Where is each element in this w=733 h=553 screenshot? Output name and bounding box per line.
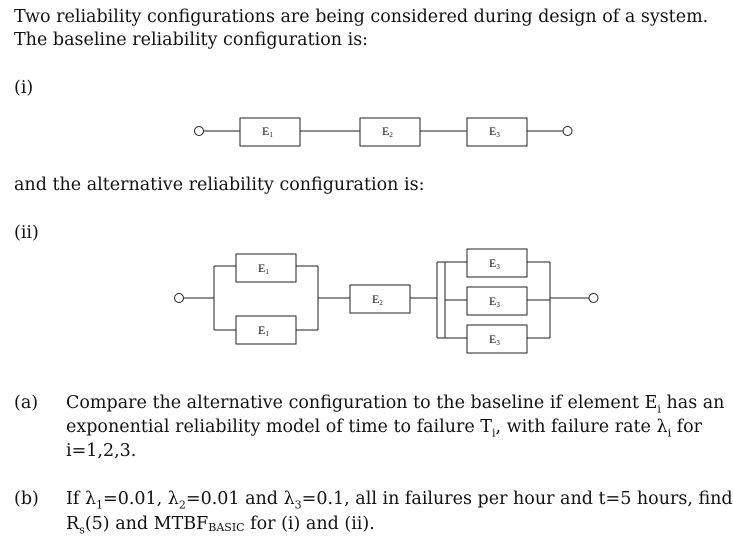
intro-line-1: Two reliability configurations are being considered during design of a system. — [14, 7, 709, 27]
input-terminal — [195, 127, 204, 136]
block-label: E3 — [489, 124, 500, 139]
block-label: E1 — [258, 323, 269, 338]
intro-line-2: The baseline reliability configuration is: — [14, 30, 369, 50]
question-a-line-2: exponential reliability model of time to failure $T_i$, with failure rate $\lambda_i$ for — [66, 417, 703, 440]
block-label: E2 — [372, 292, 383, 307]
output-terminal — [563, 127, 572, 136]
output-terminal — [589, 294, 598, 303]
block-label: E3 — [489, 294, 500, 309]
block-label: E1 — [262, 124, 273, 139]
block-label: E1 — [258, 261, 269, 276]
mixed-diagram-ii — [175, 249, 599, 353]
question-b-line-2: $R_s(5)$ and $MTBF_{BASIC}$ for (i) and (ii). — [66, 514, 375, 537]
config-i-label: (i) — [14, 78, 34, 98]
question-b-label: (b) — [14, 489, 39, 509]
block-label: E2 — [382, 124, 393, 139]
config-ii-label: (ii) — [14, 223, 39, 243]
question-a-line-1: Compare the alternative configuration to the baseline if element $E_i$ has an — [66, 393, 725, 416]
block-label: E3 — [489, 332, 500, 347]
question-b-line-1: If $\lambda_1=0.01$, $\lambda_2=0.01$ and $\lambda_3=0.1$, all in failures per hour and t=5 hours, find — [66, 489, 733, 512]
question-a-label: (a) — [14, 393, 39, 413]
transition-text: and the alternative reliability configuration is: — [14, 175, 425, 195]
question-a-line-3: i=1,2,3. — [66, 441, 137, 461]
block-label: E3 — [489, 256, 500, 271]
input-terminal — [175, 294, 184, 303]
